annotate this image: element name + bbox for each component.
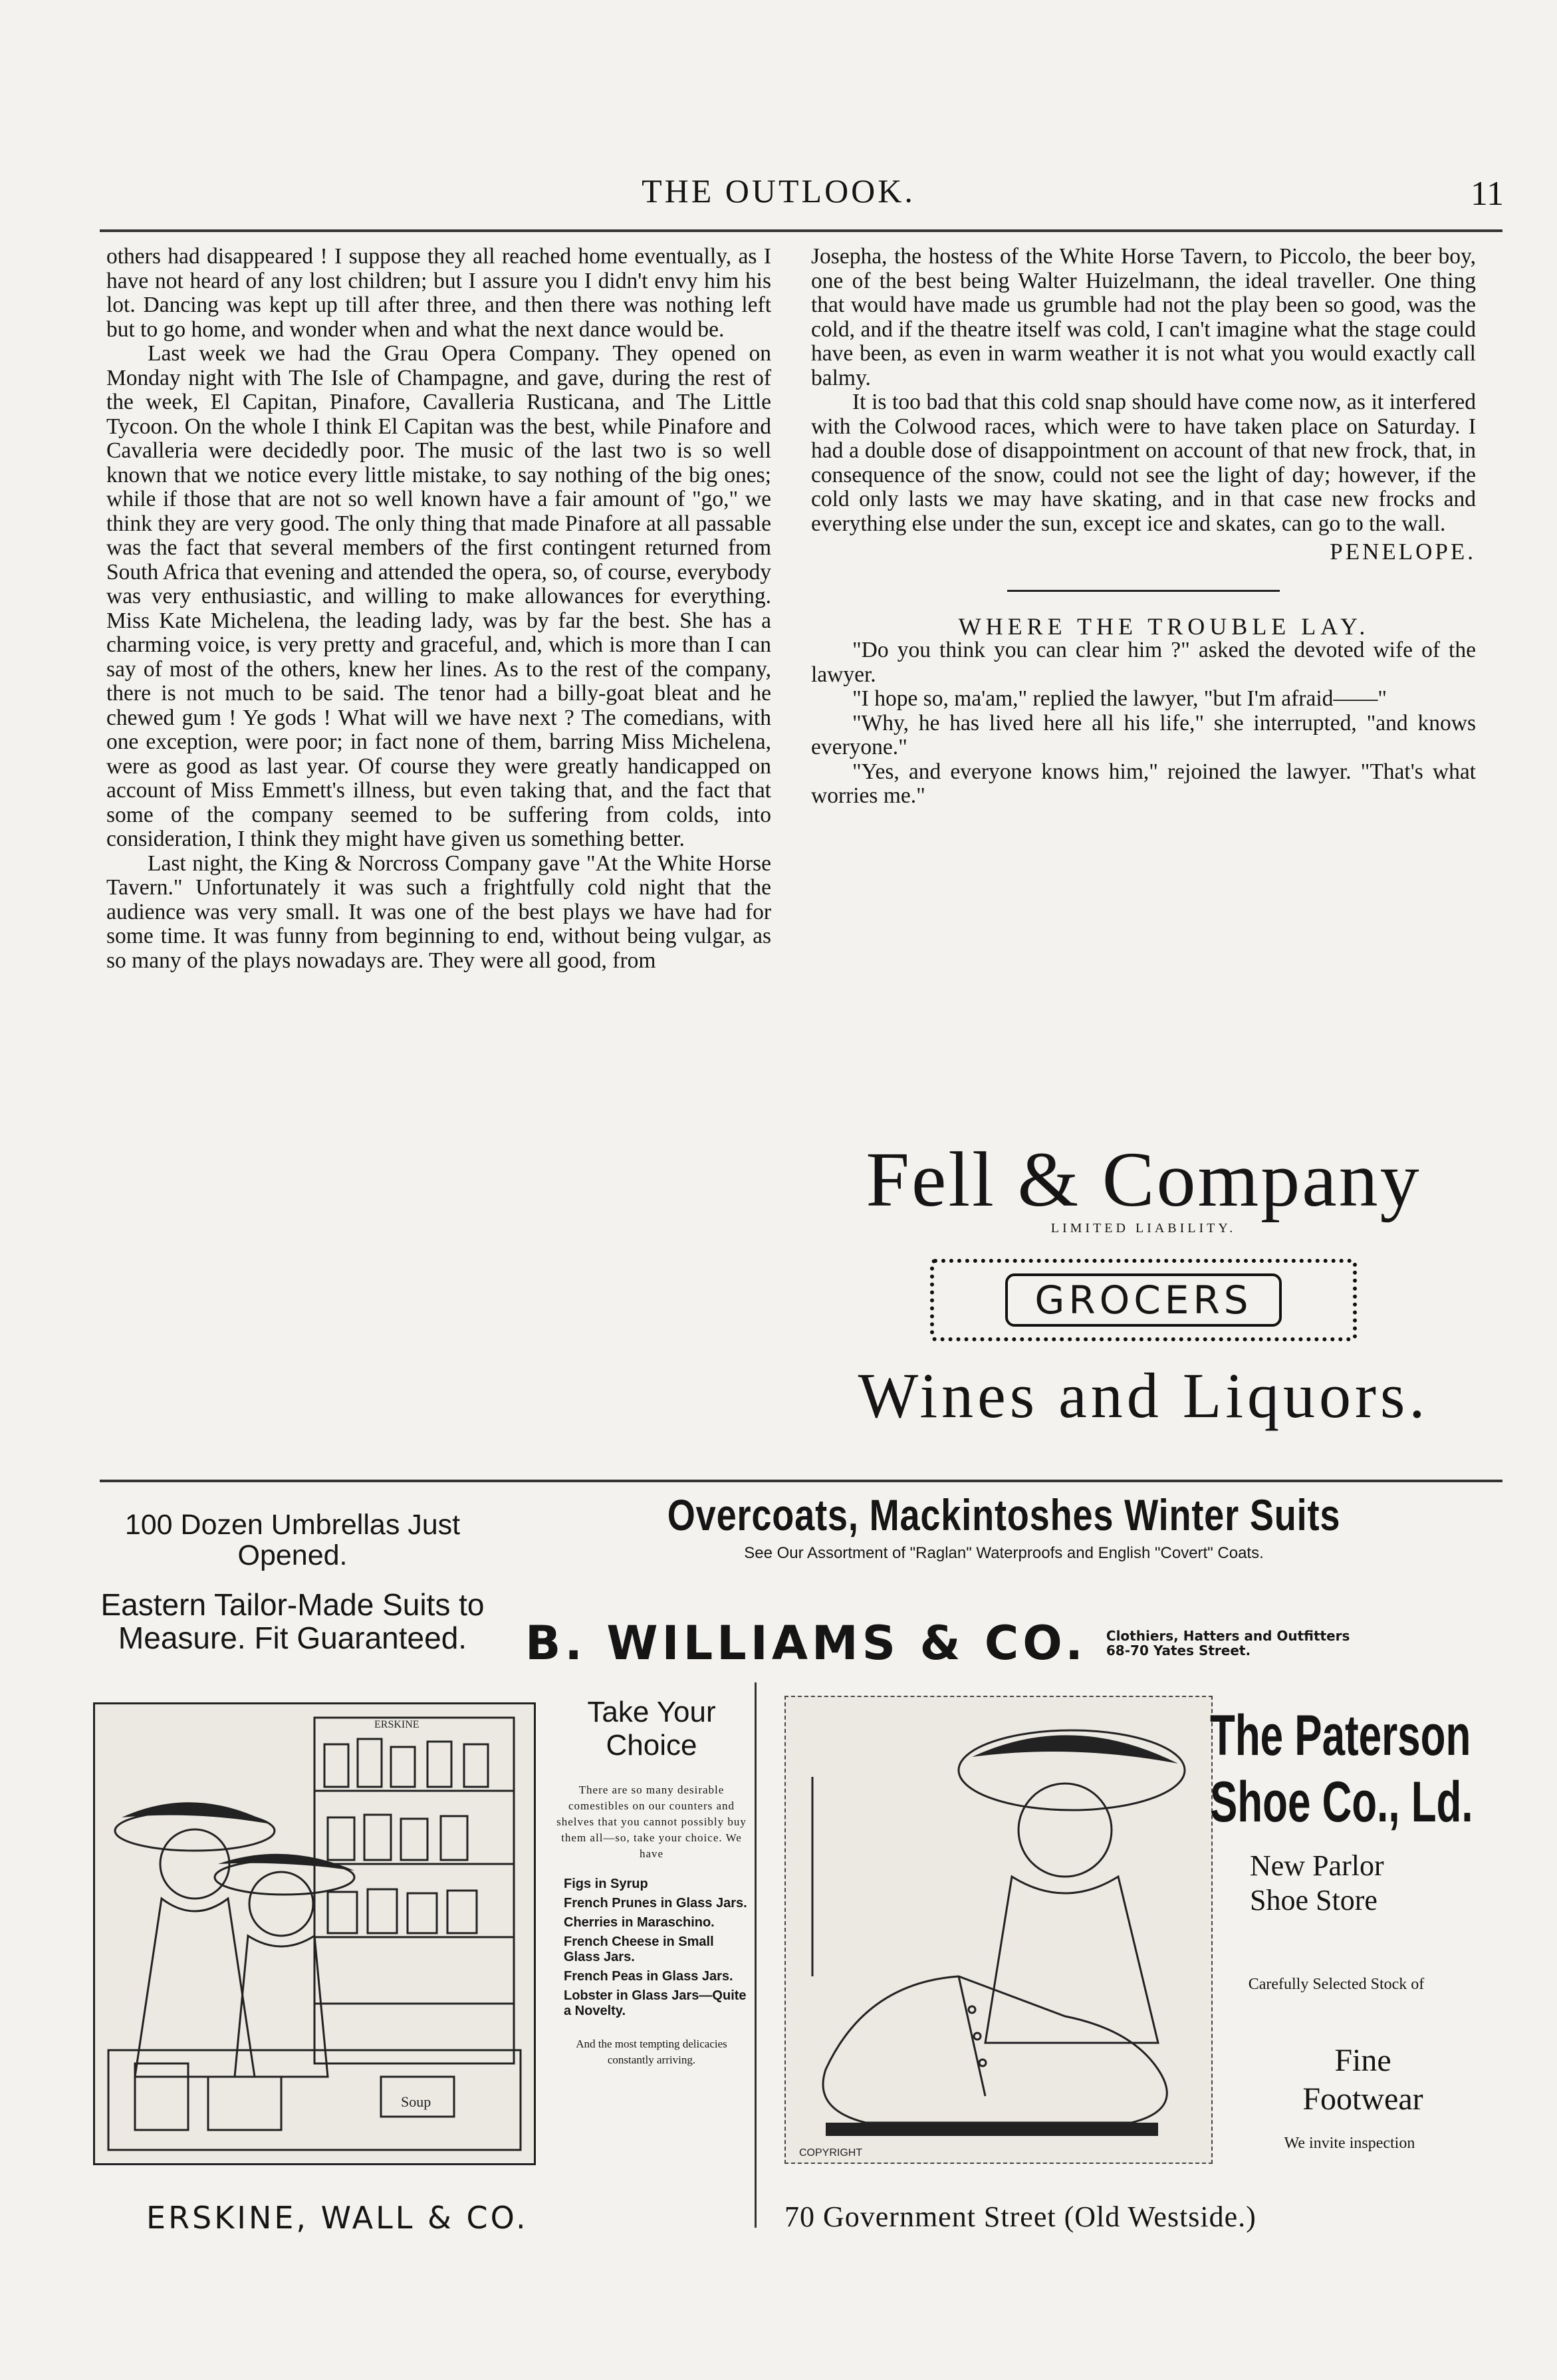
fell-company-name: Fell & Company — [866, 1136, 1421, 1223]
list-item: Lobster in Glass Jars—Quite a Novelty. — [564, 1988, 747, 2018]
page-number: 11 — [1471, 175, 1504, 213]
shoe-illustration — [784, 1696, 1213, 2164]
paragraph: others had disappeared ! I suppose they all reached home eventually, as I have not heard of any lost children; but I assure you I didn't envy him his lot. Dancing was kept up till after three, and then there was nothing left but to go home, and wonder when and what the next dance would be. — [106, 244, 771, 342]
article-column-left — [106, 245, 771, 973]
paragraph: Josepha, the hostess of the White Horse Tavern, to Piccolo, the beer boy, one of the best being Walter Huizelmann, the ideal traveller. One thing that would have made us grumble had not the play been so good, was the cold, and if the theatre itself was cold, I can't imagine what the stage could have been, as even in warm weather it is not what you would exactly call balmy. — [811, 244, 1476, 390]
williams-store-name: B. WILLIAMS & CO. — [525, 1616, 1087, 1670]
williams-headline: Overcoats, Mackintoshes Winter Suits — [667, 1490, 1341, 1539]
copyright-mark: COPYRIGHT — [799, 2147, 863, 2159]
ads-rule — [100, 1480, 1502, 1482]
list-item: French Prunes in Glass Jars. — [564, 1896, 747, 1911]
grocers-badge — [930, 1259, 1357, 1341]
fell-company-subtitle: LIMITED LIABILITY. — [1050, 1221, 1237, 1236]
paragraph: Last night, the King & Norcross Company gave "At the White Horse Tavern." Unfortunately it was such a frightfully cold night that the audience was very small. It was one of the best plays we have had for some time. It was funny from beginning to end, without being vulgar, as so many of the plays nowadays are. They were all good, from — [106, 851, 771, 973]
umbrellas-line: 100 Dozen Umbrellas Just Opened. — [124, 1509, 461, 1571]
wines-liquors-line: Wines and Liquors. — [858, 1360, 1429, 1431]
header-rule — [100, 229, 1502, 232]
grocery-items-list — [564, 1877, 751, 2019]
take-your-choice-heading: Take Your Choice — [587, 1696, 716, 1762]
grocers-label: GROCERS — [1005, 1273, 1281, 1327]
williams-store-info — [1106, 1629, 1350, 1658]
selected-stock-line: Carefully Selected Stock of — [1248, 1976, 1425, 1993]
erskine-store-name: ERSKINE, WALL & CO. — [146, 2200, 529, 2236]
paterson-address: 70 Government Street (Old Westside.) — [784, 2200, 1257, 2233]
paragraph: "Yes, and everyone knows him," rejoined the lawyer. "That's what worries me." — [811, 759, 1476, 808]
erskine-ad — [80, 1682, 765, 2234]
paterson-title-line: Shoe Co., Ld. — [1210, 1770, 1473, 1834]
paterson-title-line: The Paterson — [1210, 1704, 1471, 1768]
williams-side-line: Clothiers, Hatters and Outfitters — [1106, 1628, 1350, 1644]
williams-ad-name — [525, 1616, 1489, 1670]
paragraph: "I hope so, ma'am," replied the lawyer, "but I'm afraid——" — [852, 686, 1387, 711]
paragraph: "Do you think you can clear him ?" asked the devoted wife of the lawyer. — [811, 638, 1476, 687]
umbrellas-ad — [80, 1510, 505, 1654]
paragraph: It is too bad that this cold snap should have come now, as it interfered with the Colwood races, which were to have taken place on Saturday. I had a double dose of disappointment on account of that new frock, that, in consequence of the snow, could not see the light of day; however, if the cold only lasts we may have skating, and in that case new frocks and everything else under the sun, except ice and skates, can go to the wall. — [811, 390, 1476, 536]
lady-and-shoe-illustration — [786, 1697, 1211, 2163]
paterson-shoe-ad — [784, 1682, 1489, 2234]
ladies-shopping-illustration — [95, 1704, 534, 2163]
soup-label: Soup — [401, 2093, 431, 2110]
list-item: French Peas in Glass Jars. — [564, 1969, 733, 1984]
take-your-choice-intro: There are so many desirable comestibles on our counters and shelves that you cannot possibly buy them all—so, take your choice. We have — [556, 1784, 747, 1860]
paragraph: "Why, he has lived here all his life," she interrupted, "and knows everyone." — [811, 710, 1476, 759]
tailor-suits-line: Eastern Tailor-Made Suits to Measure. Fit Guaranteed. — [100, 1587, 485, 1655]
section-title: WHERE THE TROUBLE LAY. — [958, 612, 1370, 640]
list-item: Cherries in Maraschino. — [564, 1915, 715, 1930]
list-item: French Cheese in Small Glass Jars. — [564, 1934, 714, 1964]
williams-address: 68-70 Yates Street. — [1106, 1643, 1251, 1658]
take-your-choice-outro: And the most tempting delicacies constantly arriving. — [576, 2038, 727, 2066]
section-divider — [1007, 590, 1280, 592]
shelf-sign: ERSKINE — [374, 1719, 419, 1730]
paragraph: Last week we had the Grau Opera Company. They opened on Monday night with The Isle of Champagne, and gave, during the rest of the week, El Capitan, Pinafore, Cavalleria Rusticana, and The Little Tycoon. On the whole I think El Capitan was the best, while Pinafore and Cavalleria were decidedly poor. The music of the last two is so well known that we notice every little mistake, to say nothing of the big ones; while if those that are not so well known have a fair amount of "go," we think they are very good. The only thing that made Pinafore at all passable was the fact that several members of the first contingent returned from South Africa that evening and attended the opera, so, of course, everybody was very enthusiastic, and willing to make allowances for everything. Miss Kate Michelena, the leading lady, was by far the best. She has a charming voice, is very pretty and graceful, and, which is more than I can say of most of the others, knew her lines. As to the rest of the company, there is not much to be said. The tenor had a billy-goat bleat and he chewed gum ! Ye gods ! What will we have next ? The comedians, with one exception, were poor; in fact none of them, barring Miss Michelena, were as good as last year. Of course they were greatly handicapped on account of Miss Emmett's illness, but even taking that, and the fact that some of the company seemed to be suffering from colds, into consideration, I think they might have given us something better. — [106, 341, 771, 851]
paterson-title — [1210, 1702, 1473, 1835]
article-column-right — [811, 245, 1476, 809]
fell-company-ad — [818, 1130, 1469, 1431]
williams-ad-header — [525, 1490, 1483, 1563]
williams-subline: See Our Assortment of "Raglan" Waterproofs and English "Covert" Coats. — [744, 1544, 1264, 1562]
fine-footwear-line: Fine Footwear — [1302, 2043, 1423, 2117]
take-your-choice-box — [552, 1696, 751, 2068]
invite-inspection-line: We invite inspection — [1284, 2135, 1415, 2152]
newspaper-title: THE OUTLOOK. — [642, 172, 915, 209]
parlor-shoe-store-tagline: New Parlor Shoe Store — [1250, 1849, 1384, 1917]
list-item: Figs in Syrup — [564, 1877, 648, 1891]
signature: PENELOPE. — [1330, 539, 1476, 565]
ads-divider — [755, 1682, 757, 2228]
grocery-illustration — [93, 1702, 536, 2165]
